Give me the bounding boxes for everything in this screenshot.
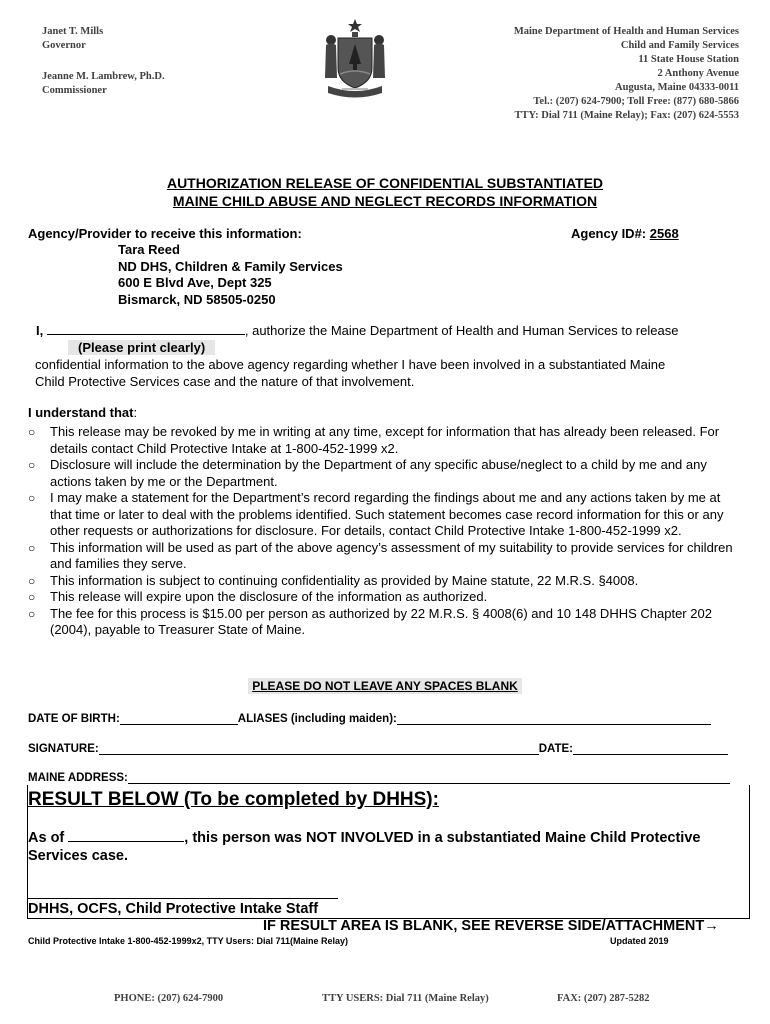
list-item: ○ This information is subject to continuing confidentiality as provided by Maine statute, 22 M.R.S. §4008. [28,572,639,588]
title-line-1: AUTHORIZATION RELEASE OF CONFIDENTIAL SUBSTANTIATED [166,175,604,191]
list-item: ○ This release will expire upon the disclosure of the information as authorized. [28,589,488,604]
auth-line-2: confidential information to the above agency regarding whether I have been involved in a substantiated Maine [35,357,666,372]
signature-label: SIGNATURE: [28,743,99,755]
aliases-label: ALIASES (including maiden): [237,713,397,725]
authorization-sentence [36,323,678,338]
blank-result-note: IF RESULT AREA IS BLANK, SEE REVERSE SIDE/ATTACHMENT→ [263,918,719,934]
circle-bullet-icon: ○ [28,425,36,439]
auth-suffix: , authorize the Maine Department of Health and Human Services to release [244,323,679,338]
updated-note: Updated 2019 [610,936,669,946]
agency-city: Bismarck, ND 58505-0250 [118,291,276,307]
tty-fax-line: TTY: Dial 711 (Maine Relay); Fax: (207) 624-5553 [514,110,739,121]
understand-heading: I understand that: [28,405,138,420]
understand-list [28,424,738,639]
circle-bullet-icon: ○ [28,590,36,604]
staff-signature-field[interactable] [28,887,338,899]
maine-address-row [28,771,730,784]
no-blank-warning: PLEASE DO NOT LEAVE ANY SPACES BLANK [0,679,770,693]
circle-bullet-icon: ○ [28,573,36,588]
circle-bullet-icon: ○ [28,540,36,555]
agency-id-value: 2568 [649,226,679,241]
authorization-continued [35,357,735,390]
circle-bullet-icon: ○ [28,491,36,505]
list-item: ○ This information will be used as part of the above agency’s assessment of my suitability to provide services for children and families they serve. [28,539,733,571]
maine-state-seal-icon [322,18,388,100]
commissioner-title: Commissioner [42,85,107,96]
city-line: Augusta, Maine 04333-0011 [615,82,739,93]
dob-field[interactable] [120,712,238,725]
signature-field[interactable] [99,742,539,755]
list-item: ○ The fee for this process is $15.00 per person as authorized by 22 M.R.S. § 4008(6) and 10 148 DHHS Chapter 202 (2004), payable to Treasurer State of Maine. [28,605,712,637]
aliases-field[interactable] [397,712,711,725]
circle-bullet-icon: ○ [28,606,36,621]
agency-address [118,242,343,308]
phone-line: Tel.: (207) 624-7900; Toll Free: (877) 680-5866 [533,96,739,107]
footer-phone: PHONE: (207) 624-7900 [114,993,224,1004]
agency-label: Agency/Provider to receive this information: [28,226,302,241]
agency-org: ND DHS, Children & Family Services [118,258,343,274]
dob-aliases-row [28,712,711,725]
station-line: 11 State House Station [638,54,739,65]
document-title [0,174,770,210]
footer-tty: TTY USERS: Dial 711 (Maine Relay) [322,993,489,1004]
signature-date-row [28,742,728,755]
printed-name-field[interactable] [47,323,245,335]
footer-fax: FAX: (207) 287-5282 [557,993,650,1004]
auth-line-3: Child Protective Services case and the nature of that involvement. [35,373,415,389]
result-date-field[interactable] [68,829,184,842]
date-label: DATE: [538,743,573,755]
date-field[interactable] [573,742,728,755]
circle-bullet-icon: ○ [28,458,36,472]
list-item: ○ Disclosure will include the determination by the Department of any specific abuse/neglect to a child by me and any actions taken by me or the Department. [28,457,707,489]
agency-id-label: Agency ID#: [571,226,647,241]
commissioner-name: Jeanne M. Lambrew, Ph.D. [42,71,165,82]
department-address-block [439,25,739,123]
title-line-2: MAINE CHILD ABUSE AND NEGLECT RECORDS INFORMATION [172,193,598,209]
agency-id [571,226,679,241]
governor-title: Governor [42,40,86,51]
dob-label: DATE OF BIRTH: [28,713,120,725]
officials-block [42,25,242,98]
governor-name: Janet T. Mills [42,26,104,37]
result-title: RESULT BELOW (To be completed by DHHS): [28,789,439,810]
auth-prefix: I, [36,323,44,338]
maine-address-field[interactable] [128,771,730,784]
agency-street: 600 E Blvd Ave, Dept 325 [118,275,272,290]
print-clearly-note: (Please print clearly) [68,340,215,355]
agency-contact-name: Tara Reed [118,242,180,257]
street-line: 2 Anthony Avenue [657,68,739,79]
result-statement: As of , this person was NOT INVOLVED in a substantiated Maine Child Protective Services case. [28,830,701,864]
maine-address-label: MAINE ADDRESS: [28,772,128,784]
staff-label: DHHS, OCFS, Child Protective Intake Staff [28,901,319,917]
department-name: Maine Department of Health and Human Services [513,26,739,37]
list-item: ○ I may make a statement for the Department’s record regarding the findings about me and any actions taken by me at that time or later to deal with the problems identified. Such statement becomes case record information for this or any other requests or authorizations for disclosure. For details, contact Child Protective Intake 1-800-452-1999 x2. [28,490,724,538]
intake-contact-note: Child Protective Intake 1-800-452-1999x2, TTY Users: Dial 711(Maine Relay) [28,936,348,946]
list-item: ○ This release may be revoked by me in writing at any time, except for information that has already been released. For details contact Child Protective Intake at 1-800-452-1999 x2. [28,424,720,456]
division-name: Child and Family Services [620,40,739,51]
